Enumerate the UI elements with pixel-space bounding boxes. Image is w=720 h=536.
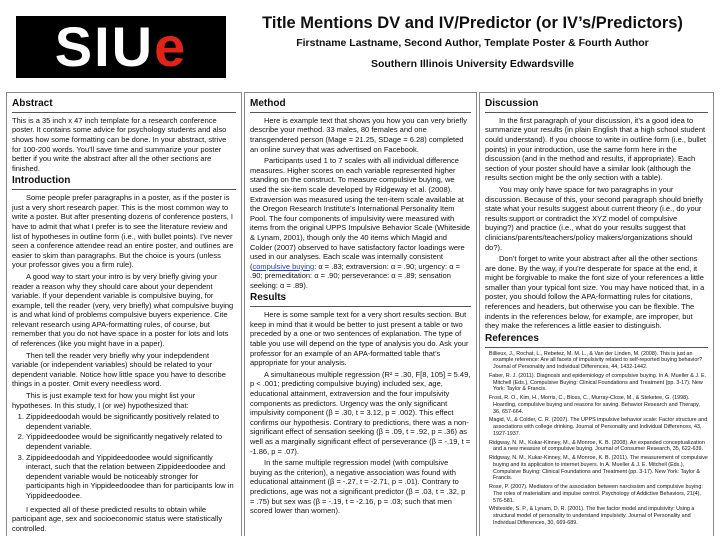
intro-paragraph-1: Some people prefer paragraphs in a poster, as if the poster is just a very short research paper. This is the most common way to write a poster. But after presenting dozens of conference posters, I have to admit that what I prefer is to see the literature review and list of hypotheses in outline form (i.e., with bullet points). I’ve never seen a conference attendee read an entire poster, and outlines are easier to skim than paragraphs. But the choice is yours (unless your professor gives you a firm rule). bbox=[12, 193, 234, 270]
poster-header bbox=[0, 0, 720, 92]
abstract-text: This is a 35 inch x 47 inch template for a research conference poster. It contains some advice for psychology students and also shows how some formatting can be done. In your abstract, strive for 100-200 words. You’ll save time and summarize your poster better if you write the abstract after all the other sections are finished. bbox=[12, 115, 227, 173]
discussion-heading: Discussion bbox=[485, 98, 708, 113]
introduction-heading: Introduction bbox=[12, 175, 236, 190]
hypothesis-item: 2. Yippideedoodee would be significantly negatively related to dependent variable. bbox=[26, 432, 236, 451]
hypotheses-list bbox=[12, 412, 236, 500]
hypothesis-item: 1. Zippideedoodah would be significantly positively related to dependent variable. bbox=[26, 412, 236, 431]
results-paragraph-1: Here is some sample text for a very short results section. But keep in mind that it would be better to just present a table or two preceded by a one or two sentences of explanation. The type of table you use will depend on the type of analysis you do. Ask your professor for an example of an APA-formatted table that’s appropriate for your analysis. bbox=[250, 310, 469, 368]
middle-column bbox=[244, 92, 477, 536]
intro-paragraph-2: A good way to start your intro is by very briefly giving your reader a reason why they should care about your dependent variable. If your dependent variable is compulsive buying, for example, tell the reader (very, very briefly) what compulsive buying is and what kind of problems compulsive buyers experience. Cite relevant research using APA-formatting rules, of course, but remember that you do not have space in a poster for lots and lots of references (like you might have in a paper). bbox=[12, 271, 234, 349]
method-paragraph-2b: : α = .83; extraversion: α = .90; urgency: α = .90; premeditation: α = .90; perseverance: α = .89; sensation seeking: α = .89). bbox=[250, 261, 460, 290]
references-list bbox=[485, 351, 708, 527]
right-column bbox=[479, 92, 714, 536]
method-paragraph-2 bbox=[250, 156, 471, 290]
hypothesis-item: 3. Zippideedoodah and Yippideedoodee would significantly interact, such that the relation between Zippideedoodee and dependent variable would be noticeably stronger for participants high in Yippideedoodee than for participants low in Yippideedoodee. bbox=[26, 453, 236, 501]
reference-item: Faber, R. J. (2011). Diagnosis and epidemiology of compulsive buying. In A. Mueller & J. E. Mitchell (Eds.), Compulsive Buying: Clinical Foundations and Treatment (pp. 3-17). New York: Taylor & Francis. bbox=[489, 372, 707, 393]
reference-item: Magid, V., & Colder, C. R. (2007). The UPPS impulsive behavior scale: Factor structure and associations with college drinking. Journal of Personality and Individual Differences, 43, 1927-1937. bbox=[489, 417, 708, 437]
intro-paragraph-5: I expected all of these predicted results to obtain while participant age, sex and socioeconomic status were statistically controlled. bbox=[12, 504, 223, 533]
discussion-paragraph-3: Don’t forget to write your abstract after all the other sections are done. By the way, if you’re desperate for space at the end, it might be forgivable to make the font size of your references a little smaller than your typical font size. You may have noticed that, in a poster, you should follow the APA-formatting rules for citations, references and headers, but otherwise you can be flexible. The indents in the references below, for example, are improper, but they make the references a little easier to distinguish. bbox=[485, 254, 705, 331]
intro-paragraph-4: This is just example text for how you might list your hypotheses. In this study, I (or we) hypothesized that: bbox=[12, 391, 196, 410]
siue-logo bbox=[16, 16, 226, 78]
method-paragraph-2a: Participants used 1 to 7 scales with all individual difference measures. Higher scores on each variable represented higher standing on the construct. To measure compulsive buying, we used the six-item scale developed by Ridgeway et al. (2008). Extraversion was measured using the ten-item scale available at the Oregon Research Institute’s International Personality Item Pool. The four components of impulsivity were measured with items from the original UPPS Impulsive Behavior Scale (Whiteside & Lynam, 2001), though only the 40 items which Magid and Colder (2007) observed to have satisfactory factor loadings were used in our analyses. Each scale was internally consistent ( bbox=[250, 156, 471, 271]
reference-item: Frost, R. O., Kim, H., Morris, C., Bloss, C., Murray-Close, M., & Steketee, G. (1998). Hoarding, compulsive buying and reasons for saving. Behavior Research and Therapy, 36, 657-664. bbox=[489, 395, 700, 415]
intro-paragraph-3: Then tell the reader very briefly why your indepdendent variable (or independent variables) should be related to your dependent variable. Notice how little space you have to describe things in a poster. Omit every needless word. bbox=[12, 350, 226, 389]
poster-institution: Southern Illinois University Edwardsville bbox=[370, 58, 575, 70]
results-paragraph-2: A simultaneous multiple regression (R² = .30, F[8, 105] = 5.49, p < .001; predicting compulsive buying) included sex, age, educational attainment, extraversion and the four impulsivity components as predictors. Urgency was the only significant impulsivity component (β = .30, t = 3.12, p = .002). This effect confirms our hypothesis. Contrary to predictions, there was a non-significant effect of sensation seeking (β = .09, t = .92, p = .36) as well as a marginally significant effect of perseverance (β = -.19, t = -1.86, p = .07). bbox=[250, 369, 471, 456]
reference-item: Ridgway, N. M., Kukar-Kinney, M., & Monroe, K. B. (2008). An expanded conceptualization and a new measure of compulsive buying. Journal of Consumer Research, 35, 622-639. bbox=[489, 439, 705, 453]
discussion-paragraph-1: In the first paragraph of your discussion, it’s a good idea to summarize your results (in plain English that a high school student could understand). If you choose to write in outline form (i.e., bullet points) in your introduction, use the same form here in the discussion (and in the method and results, if appropriate). Each section of your poster should have a similar look (although the results section might be the only section with a table). bbox=[485, 115, 706, 183]
compulsive-buying-link[interactable]: compulsive buying bbox=[252, 261, 315, 271]
results-heading: Results bbox=[250, 292, 471, 307]
method-paragraph-1: Here is example text that shows you how you can very briefly describe your method. 33 males, 80 females and one transgendered person (Mage = 21.25, SDage = 6.28) completed an online survey that was advertised on Facebook. bbox=[250, 115, 468, 154]
poster-title: Title Mentions DV and IV/Predictor (or IV’s/Predictors) bbox=[262, 14, 683, 32]
results-paragraph-3: In the same multiple regression model (with compulsive buying as the criterion), a negative association was found with educational attainment (β = -.27, t = -2.71, p = .01). Contrary to predictions, age was not a significant predictor (β = .03, t = .32, p = .75) but sex was (β = -.19, t = -2.16, p = .03; such that men scored lower than women). bbox=[250, 458, 466, 516]
reference-item: Rose, P. (2007). Mediators of the association between narcissism and compulsive buying: The roles of materialism and impulse control. Psychology of Addictive Behaviors, 21(4), 576-581. bbox=[489, 484, 703, 504]
logo-wordmark: SIUe bbox=[54, 15, 188, 78]
method-heading: Method bbox=[250, 98, 471, 113]
references-heading: References bbox=[485, 333, 708, 348]
poster-authors: Firstname Lastname, Second Author, Template Poster & Fourth Author bbox=[296, 37, 649, 49]
title-block bbox=[235, 8, 710, 70]
reference-item: Whiteside, S. P., & Lynam, D. R. (2001). The five factor model and impulsivity: Using a structural model of personality to understand impulsivity. Journal of Personality and Individual Differences, 30, 669-689. bbox=[489, 506, 695, 526]
reference-item: Ridgway, N. M., Kukar-Kinney, M., & Monroe, K. B. (2011). The measurement of compulsive buying and its application to internet buyers. In A. Mueller & J. E. Mitchell (Eds.), Compulsive Buying: Clinical Foundations and Treatment (pp. 3-17). New York: Taylor & Francis. bbox=[489, 455, 708, 482]
left-column bbox=[6, 92, 242, 536]
abstract-heading: Abstract bbox=[12, 98, 236, 113]
discussion-paragraph-2: You may only have space for two paragraphs in your discussion. Because of this, your second paragraph should briefly state what your results suggest about current theory (i.e., do your results support or contradict the XYZ model of compulsive buying?) and practice (i.e., what do your results suggest that clinicians/parents/teachers/policy makers/organizations should do?). bbox=[485, 184, 704, 252]
reference-item: Billieux, J., Rochat, L., Rebetez, M. M. L., & Van der Linden, M. (2008). This is just an example reference: Are all facets of impulsivity related to self-reported buying behavior? Journal of Personality and Individual Differences, 44, 1432-1442. bbox=[489, 350, 703, 371]
